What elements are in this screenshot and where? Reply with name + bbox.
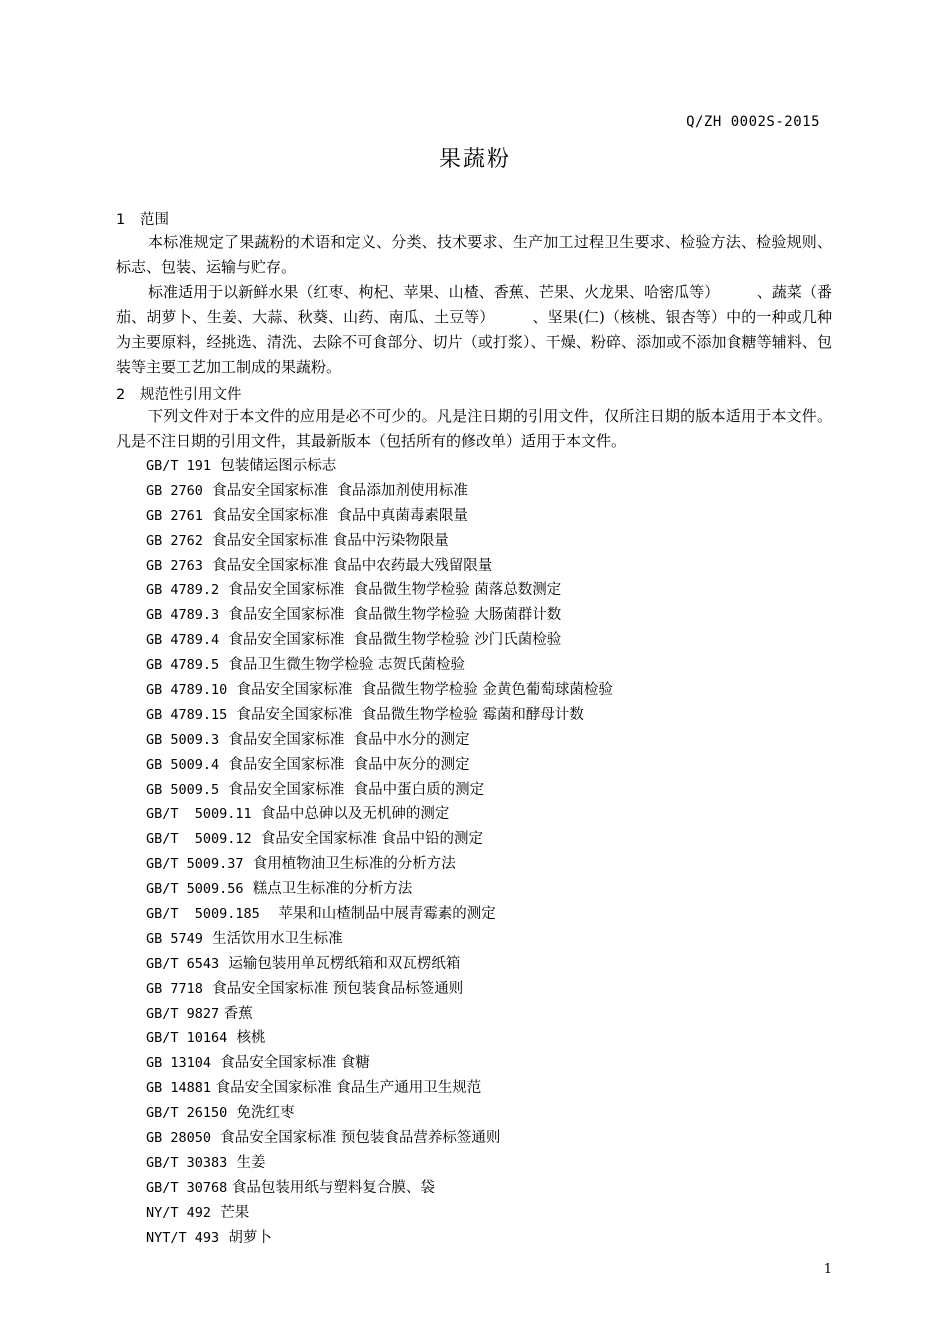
reference-item bbox=[146, 504, 613, 529]
reference-item bbox=[146, 479, 613, 504]
reference-item bbox=[146, 902, 613, 927]
reference-name: 食品安全国家标准 预包装食品标签通则 bbox=[212, 980, 464, 997]
reference-name: 核桃 bbox=[236, 1030, 266, 1047]
reference-item bbox=[146, 1002, 613, 1027]
reference-code: GB/T 26150 bbox=[146, 1105, 228, 1122]
reference-name: 食品安全国家标准 食品中污染物限量 bbox=[212, 532, 449, 549]
reference-item bbox=[146, 1226, 613, 1251]
reference-separator bbox=[203, 533, 212, 549]
reference-name: 食品安全国家标准 食品中铅的测定 bbox=[260, 831, 483, 848]
reference-name: 运输包装用单瓦楞纸箱和双瓦楞纸箱 bbox=[228, 955, 461, 972]
reference-code: GB 5009.5 bbox=[146, 781, 220, 798]
reference-separator bbox=[219, 582, 228, 598]
reference-name: 免洗红枣 bbox=[236, 1105, 295, 1122]
reference-item bbox=[146, 1076, 613, 1101]
reference-code: GB/T 5009.185 bbox=[146, 906, 260, 923]
reference-separator bbox=[203, 981, 212, 997]
reference-item bbox=[146, 1151, 613, 1176]
page-number: 1 bbox=[823, 1262, 832, 1277]
reference-separator bbox=[260, 906, 278, 922]
reference-code: GB 2760 bbox=[146, 482, 203, 499]
reference-name: 食品安全国家标准 食品中蛋白质的测定 bbox=[228, 781, 485, 798]
reference-separator bbox=[219, 657, 228, 673]
reference-item bbox=[146, 927, 613, 952]
reference-code: GB 4789.4 bbox=[146, 632, 220, 649]
reference-code: NY/T 492 bbox=[146, 1204, 212, 1221]
reference-name: 包装储运图示标志 bbox=[220, 458, 337, 474]
reference-separator bbox=[203, 558, 212, 574]
reference-code: GB/T 191 bbox=[146, 458, 212, 474]
reference-separator bbox=[211, 458, 220, 474]
reference-item bbox=[146, 1176, 613, 1201]
reference-separator bbox=[211, 1055, 220, 1071]
reference-separator bbox=[219, 757, 228, 773]
reference-name: 胡萝卜 bbox=[228, 1229, 272, 1246]
reference-separator bbox=[219, 632, 228, 648]
reference-code: GB/T 6543 bbox=[146, 955, 220, 972]
reference-name: 食品安全国家标准 食品中农药最大残留限量 bbox=[212, 557, 493, 574]
reference-separator bbox=[219, 782, 228, 798]
reference-item bbox=[146, 877, 613, 902]
reference-name: 苹果和山楂制品中展青霉素的测定 bbox=[278, 906, 496, 923]
reference-item bbox=[146, 852, 613, 877]
document-title: 果蔬粉 bbox=[438, 147, 511, 172]
reference-separator bbox=[227, 1105, 236, 1121]
reference-code: GB 5749 bbox=[146, 930, 203, 947]
reference-item bbox=[146, 454, 613, 479]
reference-name: 食品安全国家标准 食品中灰分的测定 bbox=[228, 756, 470, 773]
reference-name: 食品安全国家标准 食品微生物学检验 沙门氏菌检验 bbox=[228, 632, 562, 649]
reference-item bbox=[146, 678, 613, 703]
reference-name: 食品安全国家标准 食品添加剂使用标准 bbox=[212, 482, 468, 499]
reference-item bbox=[146, 653, 613, 678]
reference-code: GB/T 30768 bbox=[146, 1179, 228, 1196]
reference-separator bbox=[219, 1230, 228, 1246]
reference-item bbox=[146, 1051, 613, 1076]
reference-separator bbox=[203, 508, 212, 524]
reference-name: 生姜 bbox=[236, 1154, 266, 1171]
reference-item bbox=[146, 753, 613, 778]
reference-code: GB 7718 bbox=[146, 980, 203, 997]
reference-name: 食品安全国家标准 食品中水分的测定 bbox=[228, 731, 470, 748]
section-1-number: 1 bbox=[116, 212, 126, 228]
reference-code: GB 5009.3 bbox=[146, 731, 220, 748]
reference-name: 食品包装用纸与塑料复合膜、袋 bbox=[231, 1179, 435, 1196]
section-2-number: 2 bbox=[116, 387, 126, 403]
section-2-heading bbox=[116, 383, 242, 404]
reference-name: 食品安全国家标准 食品微生物学检验 金黄色葡萄球菌检验 bbox=[236, 682, 613, 699]
reference-code: GB 4789.10 bbox=[146, 682, 228, 699]
reference-separator bbox=[211, 1205, 220, 1221]
reference-name: 食品安全国家标准 食糖 bbox=[220, 1055, 370, 1072]
reference-item bbox=[146, 802, 613, 827]
section-1-heading bbox=[116, 208, 169, 229]
reference-code: GB/T 10164 bbox=[146, 1030, 228, 1047]
reference-item bbox=[146, 952, 613, 977]
reference-separator bbox=[203, 483, 212, 499]
reference-code: GB 4789.5 bbox=[146, 657, 220, 674]
reference-code: GB/T 9827 bbox=[146, 1005, 220, 1022]
scope-paragraph-1: 本标准规定了果蔬粉的术语和定义、分类、技术要求、生产加工过程卫生要求、检验方法、检验规则、标志、包装、运输与贮存。 bbox=[116, 233, 832, 276]
section-2-title: 规范性引用文件 bbox=[140, 387, 242, 403]
reference-item bbox=[146, 1126, 613, 1151]
reference-item bbox=[146, 703, 613, 728]
reference-name: 食品安全国家标准 食品中真菌毒素限量 bbox=[212, 507, 468, 524]
reference-separator bbox=[211, 1130, 220, 1146]
section-1-title: 范围 bbox=[140, 212, 169, 228]
reference-separator bbox=[227, 1155, 236, 1171]
reference-separator bbox=[227, 682, 236, 698]
reference-name: 食品安全国家标准 食品微生物学检验 菌落总数测定 bbox=[228, 582, 562, 599]
reference-code: GB 2761 bbox=[146, 507, 203, 524]
reference-code: GB 14881 bbox=[146, 1080, 212, 1097]
scope-paragraph-2: 标准适用于以新鲜水果（红枣、枸杞、苹果、山楂、香蕉、芒果、火龙果、哈密瓜等） 、蔬菜（番茄、胡萝卜、生姜、大蒜、秋葵、山药、南瓜、土豆等） 、坚果(仁)（核桃、银杏等）中的一种或几种为主要原料，经挑选、清洗、去除不可食部分、切片（或打浆）、干燥、粉碎、添加或不添加食糖等辅料、包装等主要工艺加工制成的果蔬粉。 bbox=[116, 283, 832, 376]
reference-code: NYT/T 493 bbox=[146, 1229, 220, 1246]
reference-name: 食品安全国家标准 食品生产通用卫生规范 bbox=[215, 1080, 482, 1097]
normative-refs-intro: 下列文件对于本文件的应用是必不可少的。凡是注日期的引用文件，仅所注日期的版本适用于本文件。凡是不注日期的引用文件，其最新版本（包括所有的修改单）适用于本文件。 bbox=[116, 407, 832, 450]
reference-separator bbox=[244, 856, 253, 872]
reference-code: GB/T 5009.12 bbox=[146, 831, 252, 848]
reference-item bbox=[146, 628, 613, 653]
reference-item bbox=[146, 1101, 613, 1126]
reference-name: 食品安全国家标准 食品微生物学检验 大肠菌群计数 bbox=[228, 607, 562, 624]
reference-separator bbox=[227, 1030, 236, 1046]
reference-separator bbox=[252, 831, 261, 847]
reference-code: GB/T 30383 bbox=[146, 1154, 228, 1171]
reference-code: GB 4789.2 bbox=[146, 582, 220, 599]
reference-name: 食用植物油卫生标准的分析方法 bbox=[252, 856, 456, 873]
reference-separator bbox=[203, 931, 212, 947]
reference-item bbox=[146, 977, 613, 1002]
reference-separator bbox=[244, 881, 253, 897]
reference-list bbox=[146, 454, 613, 1251]
reference-code: GB 4789.15 bbox=[146, 706, 228, 723]
reference-code: GB 2762 bbox=[146, 532, 203, 549]
reference-item bbox=[146, 529, 613, 554]
reference-code: GB/T 5009.37 bbox=[146, 856, 244, 873]
reference-code: GB/T 5009.56 bbox=[146, 881, 244, 898]
reference-code: GB 5009.4 bbox=[146, 756, 220, 773]
reference-item bbox=[146, 827, 613, 852]
standard-code: Q/ZH 0002S-2015 bbox=[686, 114, 820, 130]
reference-name: 生活饮用水卫生标准 bbox=[212, 930, 343, 947]
reference-item bbox=[146, 728, 613, 753]
reference-item bbox=[146, 778, 613, 803]
reference-item bbox=[146, 554, 613, 579]
reference-separator bbox=[219, 732, 228, 748]
reference-item bbox=[146, 1026, 613, 1051]
reference-name: 糕点卫生标准的分析方法 bbox=[252, 881, 413, 898]
reference-separator bbox=[219, 956, 228, 972]
reference-name: 食品卫生微生物学检验 志贺氏菌检验 bbox=[228, 657, 465, 674]
reference-name: 食品安全国家标准 预包装食品营养标签通则 bbox=[220, 1130, 501, 1147]
reference-code: GB 2763 bbox=[146, 557, 203, 574]
reference-separator bbox=[252, 806, 261, 822]
reference-name: 食品安全国家标准 食品微生物学检验 霉菌和酵母计数 bbox=[236, 706, 584, 723]
reference-item bbox=[146, 1201, 613, 1226]
reference-code: GB 13104 bbox=[146, 1055, 212, 1072]
reference-name: 食品中总砷以及无机砷的测定 bbox=[260, 806, 450, 823]
reference-item bbox=[146, 603, 613, 628]
reference-separator bbox=[219, 607, 228, 623]
reference-name: 香蕉 bbox=[223, 1005, 253, 1022]
reference-code: GB/T 5009.11 bbox=[146, 806, 252, 823]
reference-name: 芒果 bbox=[220, 1204, 250, 1221]
reference-separator bbox=[227, 707, 236, 723]
reference-code: GB 4789.3 bbox=[146, 607, 220, 624]
reference-code: GB 28050 bbox=[146, 1130, 212, 1147]
reference-item bbox=[146, 578, 613, 603]
